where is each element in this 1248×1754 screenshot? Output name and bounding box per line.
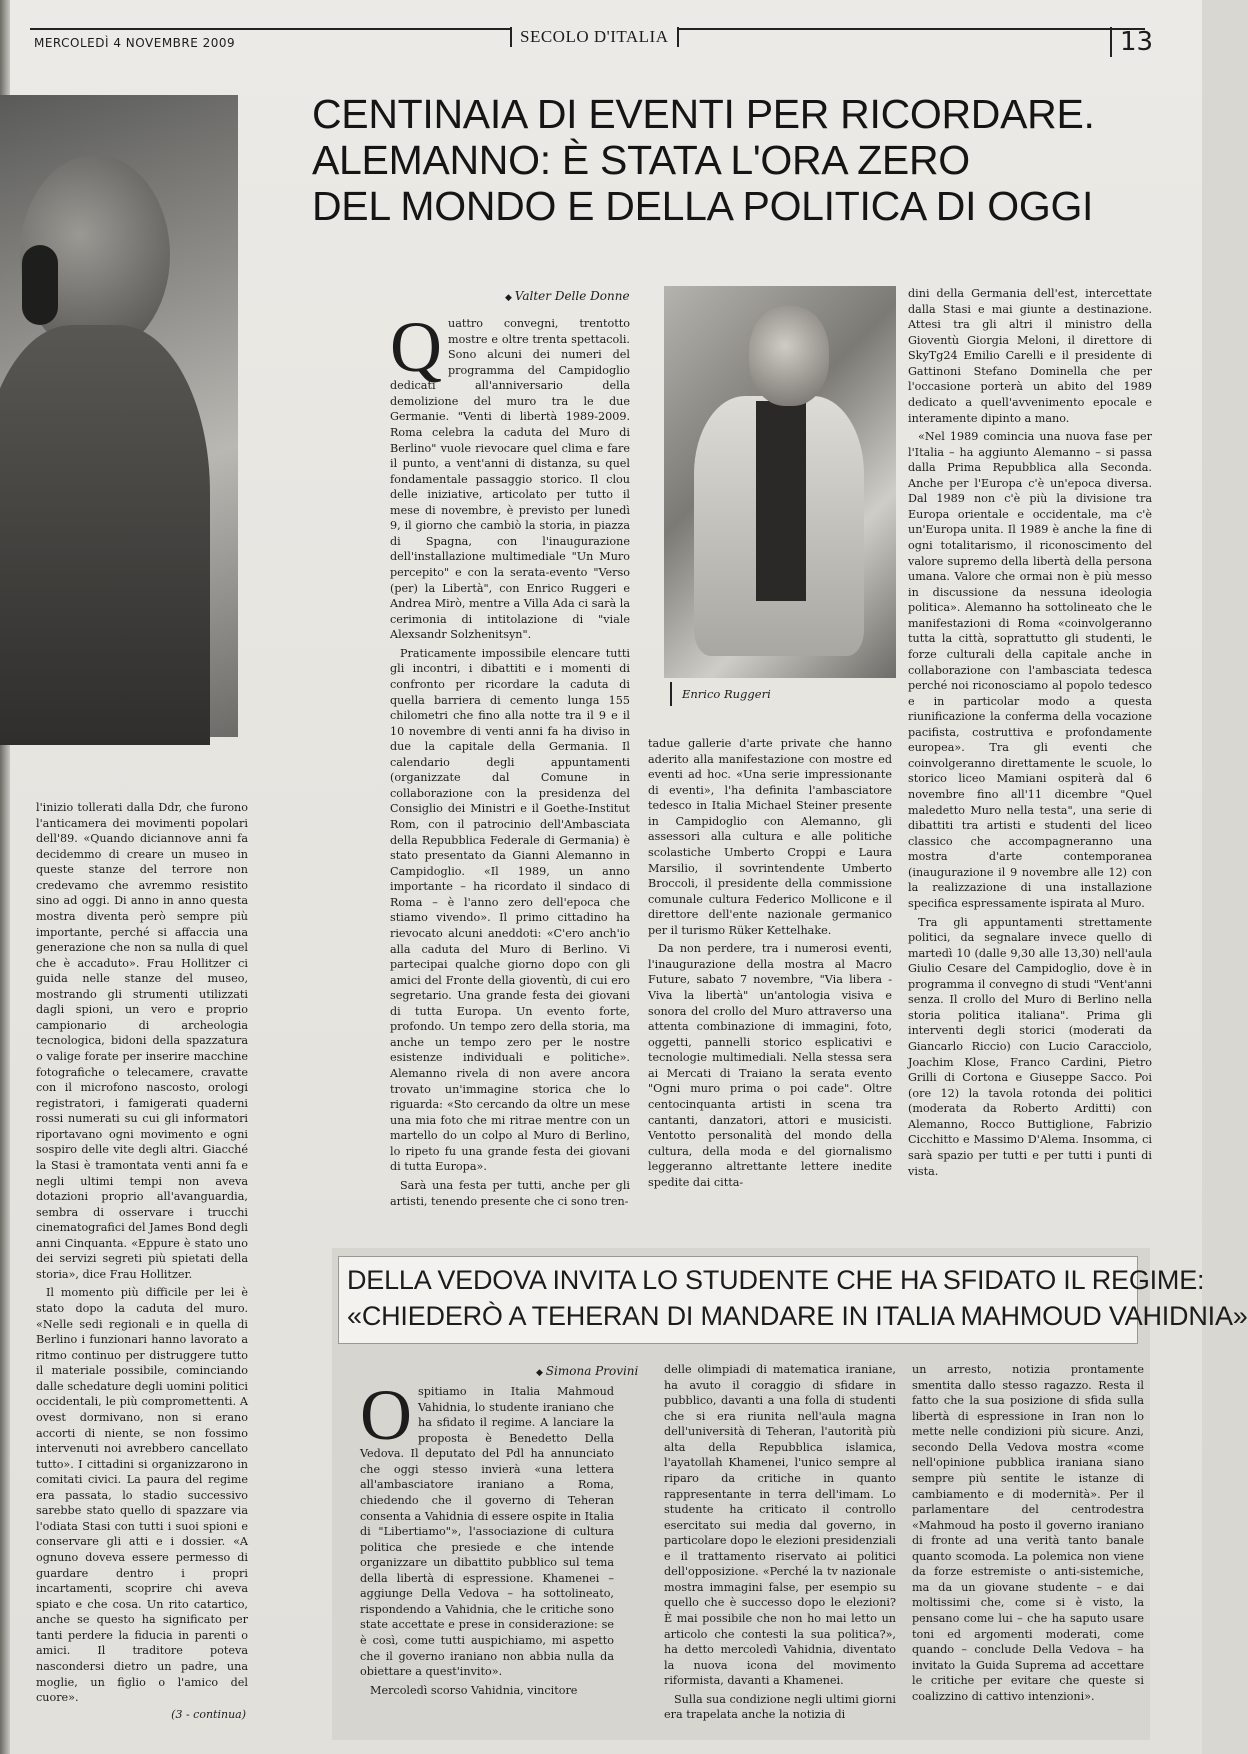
headline-line: CENTINAIA DI EVENTI PER RICORDARE.	[312, 91, 1095, 137]
headline-line: DEL MONDO E DELLA POLITICA DI OGGI	[312, 182, 1094, 229]
main-headline	[312, 92, 1172, 230]
article-paragraph: Quattro convegni, trentotto mostre e oltre trenta spettacoli. Sono alcuni dei numeri del programma del Campidoglio dedicati all'anniversario della demolizione del muro tra le due Germanie. "Venti di libertà 1989-2009. Roma celebra la caduta del Muro di Berlino" vuole rievocare quel clima e fare il punto, a vent'anni di distanza, su quel fondamentale passaggio storico. Il clou delle iniziative, articolato per tutto il mese di novembre, è previsto per lunedì 9, il giorno che cambiò la storia, in piazza di Spagna, con l'inaugurazione dell'installazione multimediale "Un Muro percepito" e con la serata-evento "Verso (per) la Libertà", con Enrico Ruggeri e Andrea Mirò, mentre a Villa Ada ci sarà la cerimonia di intitolazione di "viale Alexsandr Solzhenitsyn".	[390, 307, 630, 642]
article-column-1	[390, 307, 630, 1208]
box-paragraph: un arresto, notizia prontamente smentita dallo stesso ragazzo. Resta il fatto che la sua posizione di sfida sulla libertà di espressione in Iran non lo mette nelle condizioni più sicure. Anzi, secondo Della Vedova mostra «come nell'opinione pubblica iraniana siano sempre più sentite le istanze di cambiamento e di modernità». Per il parlamentare del centrodestra «Mahmoud ha posto il governo iraniano di fronte ad una verità tanto banale quanto scomoda. La polemica non viene da forze estremiste o anti-sistemiche, ma da un giovane studente – e dai moltissimi che, come si è visto, la pensano come lui – che ha saputo usare toni ed argomenti moderati, come quando – conclude Della Vedova – ha invitato la Guida Suprema ad accettare le critiche per evitare che queste si coalizzino di cattivo intenzioni».	[912, 1363, 1144, 1703]
headline-line: ALEMANNO: È STATA L'ORA ZERO	[312, 136, 970, 183]
article-paragraph: Tra gli appuntamenti strettamente politici, da segnalare invece quello di martedì 10 (dalle 9,30 alle 13,30) nell'aula Giulio Cesare del Campidoglio, dove è in programma il convegno di studi "Vent'anni senza. Il crollo del Muro di Berlino nella storia politica italiana". Prima gli interventi degli storici (moderati da Giancarlo Riccio) con Lucio Caracciolo, Joachim Klose, Franco Cardini, Pietro Grilli di Cortona e Giuseppe Sacco. Poi (ore 12) la tavola rotonda dei politici (moderata da Roberto Arditti) con Alemanno, Rocco Buttiglione, Fabrizio Cicchitto e Massimo D'Alema. Insomma, ci sarà spazio per tutti e per tutti i punti di vista.	[908, 915, 1152, 1178]
box-paragraph: Mercoledì scorso Vahidnia, vincitore	[370, 1683, 578, 1697]
box-byline: ◆ Simona Provini	[536, 1364, 638, 1378]
box-paragraph: Sulla sua condizione negli ultimi giorni era trapelata anche la notizia di	[664, 1692, 896, 1722]
page-header	[30, 22, 1180, 62]
page-number: 13	[1110, 27, 1153, 57]
drop-cap: Q	[390, 307, 442, 387]
article-column-2	[648, 736, 892, 1196]
headphones-icon	[22, 245, 58, 325]
article-paragraph: Praticamente impossibile elencare tutti gli incontri, i dibattiti e i momenti di confronto per ricordare la caduta di quella barriera di cemento lunga 155 chilometri che fino alla notte tra il 9 e il 10 novembre di venti anni fa ha diviso in due la capitale della Germania. Il calendario degli appuntamenti (organizzate dal Comune in collaborazione con la presidenza del Consiglio dei Ministri e il Goethe-Institut Rom, con il patrocinio dell'Ambasciata della Repubblica Federale di Germania) è stato presentato da Gianni Alemanno in Campidoglio. «Il 1989, un anno importante – ha ricordato il sindaco di Roma – è l'anno zero dell'epoca che stiamo vivendo». Il primo cittadino ha rievocato alcuni aneddoti: «C'ero anch'io alla caduta del Muro di Berlino. Vi partecipai qualche giorno dopo con gli amici del Fronte della gioventù, di cui ero segretario. Una grande festa dei giovani di tutta Europa. Un evento forte, profondo. Un tempo zero della storia, ma anche un tempo zero per le nostre esistenze individuali e politiche». Alemanno rivela di non avere ancora trovato un'immagine storica che lo riguarda: «Sto cercando da oltre un mese una mia foto che mi ritrae mentre con un martello do un colpo al Muro di Berlino, lo ripeto fu una grande festa dei giovani di tutta Europa».	[390, 646, 630, 1174]
left-story-paragraph: l'inizio tollerati dalla Ddr, che furono l'anticamera dei movimenti popolari dell'89. «Quando diciannove anni fa decidemmo di creare un museo in queste stanze del terrore non credevamo che avremmo resistito sino ad oggi. Di anno in anno questa mostra diventa però sempre più importante, perché si affaccia una generazione che non sa nulla di quel che è accaduto». Frau Hollitzer ci guida nelle stanze del museo, mostrando gli strumenti utilizzati dagli spioni, un vero e proprio campionario di archeologia tecnologica, bidoni della spazzatura o valige forate per inserire macchine fotografiche o telecamere, cravatte con il microfono nascosto, orologi registratori, i famigerati quaderni rossi numerati su cui gli informatori riportavano ogni movimento e ogni sospiro delle vite degli altri. Giacché la Stasi è tramontata venti anni fa e negli ultimi tempi non aveva dotazioni proprio all'avanguardia, sembra di osservare i trucchi cinematografici del James Bond degli anni Cinquanta. «Eppure è stato uno dei servizi segreti più spietati della storia», dice Frau Hollitzer.	[36, 801, 248, 1281]
article-paragraph: «Nel 1989 comincia una nuova fase per l'Italia – ha aggiunto Alemanno – si passa dalla Prima Repubblica alla Seconda. Anche per l'Europa c'è un'epoca diversa. Dal 1989 non c'è più la divisione tra Europa orientale e occidentale, ma c'è un'Europa unita. Il 1989 è anche la fine di ogni totalitarismo, il riconoscimento del valore supremo della libertà della persona umana. Valore che ormai non è più messo in discussione da nessuna ideologia politica». Alemanno ha sottolineato che le manifestazioni di Roma «coinvolgeranno tutta la città, soprattutto gli studenti, le forze culturali della capitale anche in collaborazione con l'ambasciata tedesca perché noi riconosciamo al popolo tedesco e in particolar modo a questa riunificazione la conferma della vocazione pacifista, costruttiva e profondamente europea». Tra gli eventi che coinvolgeranno direttamente le scuole, lo storico liceo Mamiani ospiterà dal 6 novembre fino all'11 dicembre "Quel maledetto Muro nella testa", una serie di dibattiti tra artisti e studenti del liceo classico che accompagneranno una mostra d'arte contemporanea (inaugurazione il 9 novembre alle 12) con la realizzazione di una installazione specifica espressamente ispirata al Muro.	[908, 430, 1152, 910]
left-story-column	[36, 800, 248, 1722]
photo-figure-body	[0, 325, 210, 745]
article-paragraph: dini della Germania dell'est, intercettate dalla Stasi e mai giunte a destinazione. Attesi tra gli altri il ministro della Gioventù Giorgia Meloni, il direttore di SkyTg24 Emilio Carelli e il presidente di Gattinoni Stefano Dominella che per l'occasione porterà un abito del 1989 dedicato a quell'avvenimento epocale e interamente dipinto a mano.	[908, 287, 1152, 425]
photo-caption: Enrico Ruggeri	[670, 682, 771, 706]
box-column-2	[664, 1362, 896, 1734]
box-title-line: «CHIEDERÒ A TEHERAN DI MANDARE IN ITALIA MAHMOUD VAHIDNIA»	[347, 1300, 1248, 1331]
article-column-3	[908, 286, 1152, 1198]
issue-date: MERCOLEDÌ 4 NOVEMBRE 2009	[34, 36, 236, 50]
portrait-shirt	[756, 401, 806, 601]
portrait-photo	[664, 286, 896, 678]
box-column-1	[360, 1375, 614, 1734]
continued-note: (3 - continua)	[171, 1708, 246, 1721]
article-byline: ◆ Valter Delle Donne	[505, 289, 630, 303]
boxed-article-title	[338, 1256, 1248, 1344]
article-paragraph: Da non perdere, tra i numerosi eventi, l'inaugurazione della mostra al Macro Future, sabato 7 novembre, "Via libera - Viva la libertà" un'antologia visiva e sonora del crollo del Muro attraverso una attenta combinazione di immagini, foto, oggetti, pannelli storico esplicativi e tecnologie multimediali. Nella stessa sera ai Mercati di Traiano la serata evento "Ogni muro prima o poi cade". Oltre centocinquanta artisti in scena tra cantanti, danzatori, attori e musicisti. Ventotto personalità del mondo della cultura, della moda e del giornalismo leggeranno altrettante lettere inedite spedite dai citta-	[648, 942, 892, 1189]
left-story-paragraph: Il momento più difficile per lei è stato dopo la caduta del muro. «Nelle sedi regionali e in quella di Berlino i funzionari hanno lavorato a ritmo continuo per distruggere tutto il materiale possibile, cominciando dalle schedature degli uomini politici occidentali, le più compromettenti. A ovest dormivano, non si erano accorti di niente, se non fossimo intervenuti noi avrebbero cancellato tutto». I cittadini si organizzarono in comitati civici. La paura del regime era passata, lo stadio successivo sarebbe stato quello di spazzare via l'odiata Stasi con tutti i suoi spioni e conservare gli atti e i dossier. «A ognuno doveva essere permesso di guardare dentro i propri incartamenti, scoprire chi aveva spiato e che cosa. Un rito catartico, anche se questo ha significato per tanti perdere la fiducia in parenti o amici. Il traditore poteva nascondersi dietro un padre, una moglie, un figlio o l'amico del cuore».	[36, 1286, 248, 1705]
drop-cap: O	[360, 1375, 412, 1455]
box-title-line: DELLA VEDOVA INVITA LO STUDENTE CHE HA SFIDATO IL REGIME:	[347, 1265, 1205, 1295]
box-paragraph: delle olimpiadi di matematica iraniane, ha avuto il coraggio di sfidare in pubblico, davanti a una folla di studenti che si era riunita nell'aula magna dell'università di Teheran, l'autorità più alta della Repubblica islamica, l'ayatollah Khamenei, l'unico sempre al riparo da critiche in quanto rappresentante in terra dell'imam. Lo studente ha criticato il controllo esercitato sui media dal governo, in particolare dopo le elezioni presidenziali e il trattamento riservato ai politici dell'opposizione. «Perché la tv nazionale mostra immagini false, per esempio su quello che è successo dopo le elezioni? È mai possibile che non ho mai letto un articolo che contesti la sua politica?», ha detto mercoledì Vahidnia, diventato la nuova icona del movimento riformista, davanti a Khamenei.	[664, 1363, 896, 1688]
portrait-head	[749, 306, 829, 406]
left-photo	[0, 95, 238, 737]
article-paragraph: Sarà una festa per tutti, anche per gli artisti, tenendo presente che ci sono tren-	[390, 1178, 630, 1208]
box-column-3	[912, 1362, 1144, 1734]
article-paragraph: tadue gallerie d'arte private che hanno aderito alla manifestazione con mostre ed eventi ad hoc. «Una serie impressionante di eventi», l'ha definita l'ambasciatore tedesco in Italia Michael Steiner presente in Campidoglio con Alemanno, gli assessori alla cultura e alle politiche scolastiche Umberto Croppi e Laura Marsilio, il sovrintendente Umberto Broccoli, il presidente della commissione comunale cultura Federico Mollicone e il direttore dell'ente nazionale germanico per il turismo Rüker Kettelhake.	[648, 737, 892, 937]
box-paragraph: Ospitiamo in Italia Mahmoud Vahidnia, lo studente iraniano che ha sfidato il regime. A lanciare la proposta è Benedetto Della Vedova. Il deputato del Pdl ha annunciato che oggi stesso invierà «una lettera all'ambasciatore iraniano a Roma, chiedendo che il governo di Teheran consenta a Vahidnia di essere ospite in Italia di "Libertiamo"», l'associazione di cultura politica che presiede e che intende organizzare un dibattito pubblico sul tema della libertà di espressione. Khamenei – aggiunge Della Vedova – ha sottolineato, rispondendo a Vahidnia, che le critiche sono state accettate e prese in considerazione: se è così, come tutti auspichiamo, mi aspetto che il governo iraniano non abbia nulla da obiettare a quest'invito».	[360, 1375, 614, 1679]
masthead: SECOLO D'ITALIA	[510, 27, 679, 47]
